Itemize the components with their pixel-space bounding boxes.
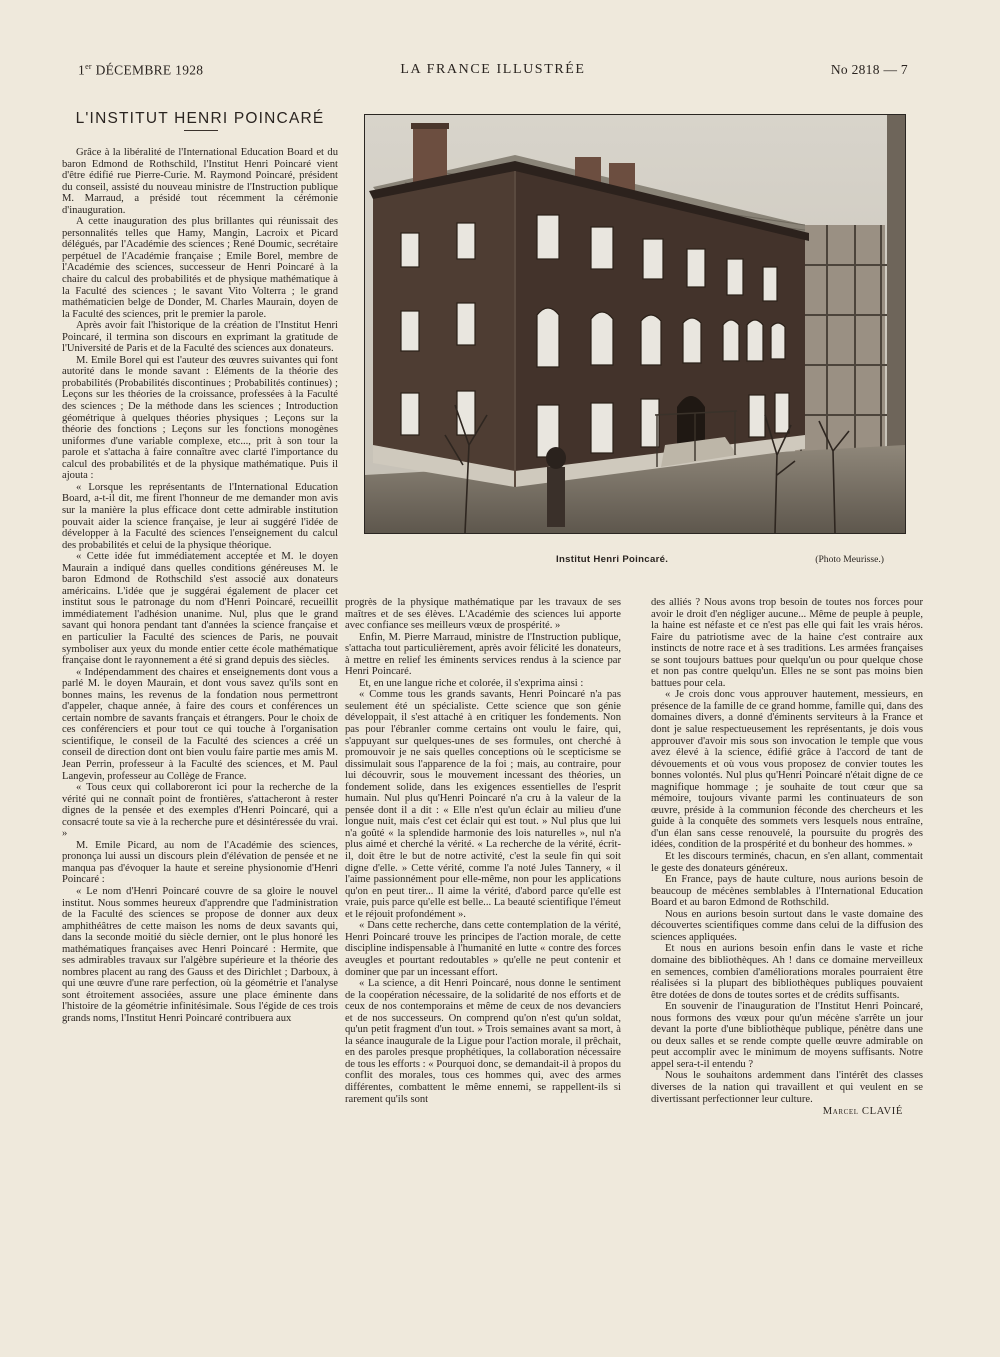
paragraph: Et les discours terminés, chacun, en s'en allant, commentait le geste des donateurs généreux. <box>651 851 923 874</box>
paragraph: Nous en aurions besoin surtout dans le vaste domaine des découvertes scientifiques comme dans celui de la diffusion des sciences appliquées. <box>651 908 923 943</box>
paragraph: « Comme tous les grands savants, Henri Poincaré n'a pas seulement été un spécialiste. Cette science que son génie développait, il s'est attaché à en critiquer les fondements. Non pas pour l'ébranler comme certains ont voulu le faire, qui, s'appuyant sur quelques-unes de ses formules, ont cherché à promouvoir je ne sais quelles conceptions où le scepticisme se dissimulait sous l'apparence de la foi ; mais, au contraire, pour lui découvrir, sous le mouvement incessant des théories, un fondement solide, dans les exigences essentielles de l'esprit humain. Nul plus qu'Henri Poincaré n'a cru à la valeur de la pensée dont il a dit : « Elle n'est qu'un éclair au milieu d'une longue nuit, mais c'est cet éclair qui est tout. » Nul plus que lui n'a goûté « la splendide harmonie des lois naturelles », nul n'a plus aimé et cherché la vérité. « La recherche de la vérité, écrit-il, doit être le but de notre activité, c'est la seule fin qui soit digne d'elle. » Cette vérité, comme l'a noté Jules Tannery, « il l'aime passionnément pour elle-même, non pour les applications qu'on en peut tirer... Il aime la vérité, d'abord parce qu'elle est vraie, puis parce qu'elle est belle... La beauté scientifique l'émeut et le réjouit profondément ». <box>345 689 621 920</box>
photo-credit: (Photo Meurisse.) <box>815 554 884 565</box>
paragraph: « La science, a dit Henri Poincaré, nous donne le sentiment de la coopération nécessaire, de la solidarité de nos efforts et de ceux de nos contemporains et même de ceux de nos devanciers et de nos successeurs. On comprend qu'on n'est qu'un soldat, qu'un petit fragment d'un tout. » Trois semaines avant sa mort, à la séance inaugurale de la Ligue pour l'action morale, il prêchait, en des paroles presque prophétiques, la collaboration nécessaire de tous les efforts : « Pourquoi donc, se demandait-il à propos du conflit des morales, tous ces hommes qui, avec des armes différentes, combattent le même ennemi, se rappellent-ils si rarement qu'ils sont <box>345 978 621 1105</box>
paragraph: Et nous en aurions besoin enfin dans le vaste et riche domaine des bibliothèques. Ah ! dans ce domaine merveilleux en semences, combien d'améliorations morales pourraient être réalisées si la plupart des bibliothèques publiques pouvaient être dotées de dons de toutes sortes et de crédits suffisants. <box>651 943 923 1001</box>
paragraph: « Indépendamment des chaires et enseignements dont vous a parlé M. le doyen Maurain, et dont vous savez qu'ils sont en bonnes mains, les revenus de la fondation nous permettront d'appeler, chaque année, à faire des cours et conférences un certain nombre de savants français et étrangers. Pour le choix de ces conférenciers et pour tout ce qui touche à l'organisation scientifique, le conseil de la Faculté des sciences a créé un conseil de direction dont ont bien voulu faire partie mes amis M. Jean Perrin, professeur à la Faculté des sciences, et M. Paul Langevin, professeur au Collège de France. <box>62 666 338 782</box>
text-column-3 <box>651 597 923 1280</box>
paragraph: Nous le souhaitons ardemment dans l'intérêt des classes diverses de la nation qui travaillent et qui veulent en se divertissant perfectionner leur culture. <box>651 1070 923 1105</box>
photo-caption-area <box>364 554 904 570</box>
institute-building-illustration <box>365 115 905 533</box>
paragraph: En France, pays de haute culture, nous aurions besoin de beaucoup de mécènes semblables à l'International Education Board et au baron Edmond de Rothschild. <box>651 874 923 909</box>
paragraph: M. Emile Picard, au nom de l'Académie des sciences, prononça lui aussi un discours plein d'élévation de pensée et ne manqua pas d'évoquer la haute et sereine physionomie d'Henri Poincaré : <box>62 839 338 886</box>
paragraph: progrès de la physique mathématique par les travaux de ses maîtres et de ses élèves. L'Académie des sciences lui apporte avec confiance ses meilleurs vœux de prospérité. » <box>345 597 621 632</box>
text-column-1 <box>62 147 338 1279</box>
building-photo <box>364 114 906 534</box>
paragraph: Grâce à la libéralité de l'International Education Board et du baron Edmond de Rothschild, l'Institut Henri Poincaré vient d'être édifié rue Pierre-Curie. M. Raymond Poincaré, président du conseil, assisté du nouveau ministre de l'Instruction publique M. Marraud, a présidé tout récemment la cérémonie d'inauguration. <box>62 147 338 216</box>
paragraph: Enfin, M. Pierre Marraud, ministre de l'Instruction publique, s'attacha tout particulièrement, après avoir félicité les donateurs, à mettre en relief les éminents services rendus à la science par Henri Poincaré. <box>345 631 621 678</box>
paragraph: « Dans cette recherche, dans cette contemplation de la vérité, Henri Poincaré trouve les principes de l'action morale, de cette discipline indispensable à l'humanité en lutte « contre des forces aveugles et pourtant redoutables » qu'elle ne peut contenir et dominer que par un incessant effort. <box>345 920 621 978</box>
paragraph: « Tous ceux qui collaboreront ici pour la recherche de la vérité qui ne connaît point de frontières, s'attacheront à rester dignes de la pensée et des exemples d'Henri Poincaré, qui a consacré toute sa vie à la recherche pure et désintéressée du vrai. » <box>62 782 338 840</box>
paragraph: Et, en une langue riche et colorée, il s'exprima ainsi : <box>359 677 584 689</box>
issue-date: 1er DÉCEMBRE 1928 <box>78 62 204 78</box>
paragraph: « Lorsque les représentants de l'International Education Board, a-t-il dit, me firent l'honneur de me demander mon avis sur la manière la plus efficace dont cette admirable institution pouvait aider la science française, je leur ai suggéré l'idée de développer à la Faculté des sciences l'enseignement du calcul des probabilités et celui de la physique théorique. <box>62 481 338 551</box>
paragraph: A cette inauguration des plus brillantes qui réunissait des personnalités telles que Hamy, Mangin, Lacroix et Picard délégués, par l'Académie des sciences ; René Doumic, secrétaire perpétuel de l'Académie française ; Emile Borel, membre de l'Académie des sciences, successeur de Henri Poincaré à la chaire du calcul des probabilités et de physique mathématique à la Faculté des sciences ; le savant Vito Volterra ; le grand mathématicien belge de Donder, M. Charles Maurain, doyen de la Faculté des sciences, prit le premier la parole. <box>62 216 338 320</box>
paragraph: « Cette idée fut immédiatement acceptée et M. le doyen Maurain a indiqué dans quelles conditions généreuses M. le baron Edmond de Rothschild s'est associé aux donateurs américains. L'idée que je suggérai également de placer cet institut sous le patronage du nom d'Henri Poincaré, recueillit immédiatement l'adhésion unanime. Nul, plus que le grand savant qui honora pendant tant d'années la science française et en particulier la Faculté des sciences de Paris, ne pouvait symboliser aux yeux du monde entier cette école mathématique française dont le rayonnement a été si grand depuis des siècles. <box>62 551 338 667</box>
paragraph: Après avoir fait l'historique de la création de l'Institut Henri Poincaré, il termina son discours en exprimant la gratitude de l'Université de Paris et de la Faculté des sciences aux donateurs. <box>62 320 338 355</box>
article-title: L'INSTITUT HENRI POINCARÉ <box>75 110 325 128</box>
title-rule <box>184 130 218 131</box>
issue-number: No 2818 — 7 <box>830 62 908 77</box>
paragraph: « Le nom d'Henri Poincaré couvre de sa gloire le nouvel institut. Nous sommes heureux d'apprendre que l'administration de la Faculté des sciences se propose de donner aux deux amphithéâtres de cette maison les noms de deux savants qui, dans la seconde moitié du siècle dernier, ont le plus honoré les mathématiques françaises avec Henri Poincaré : Hermite, que ses admirables travaux sur l'algèbre supérieure et la théorie des nombres placent au rang des Gauss et des Dirichlet ; Darboux, à qui une œuvre d'une rare perfection, où la géométrie et l'analyse sont étroitement associées, assure une place éminente dans l'histoire de la géométrie infinitésimale. Sous l'égide de ces trois grands noms, l'Institut Henri Poincaré contribuera aux <box>62 886 338 1025</box>
publication-name: LA FRANCE ILLUSTRÉE <box>400 62 586 77</box>
paragraph: « Je crois donc vous approuver hautement, messieurs, en présence de la famille de ce grand homme, famille qui, dans des domaines divers, a donné d'éminents serviteurs à la France et dont je salue respectueusement les représentants, je dois vous approuver d'avoir mis sous son invocation le temple que vous avez élevé à la science, édifié grâce à l'accord de tant de dévouements et où vous vous proposez de convier toutes les bonnes volontés. Nul plus qu'Henri Poincaré n'était digne de ce magnifique hommage ; je souhaite de tout cœur que sa mémoire, toujours vivante parmi les continuateurs de son œuvre, préside à la communion féconde des chercheurs et les guide à la conquête des sommets vers lesquels nous entraîne, d'un élan sans cesse renouvelé, la poursuite du progrès des idées, condition de la prospérité et du bonheur des hommes. » <box>651 689 923 851</box>
paragraph: En souvenir de l'inauguration de l'Institut Henri Poincaré, nous formons des vœux pour qu'un mécène s'arrête un jour devant la porte d'une bibliothèque publique, pénètre dans une ou deux salles et se rende compte quelle œuvre admirable on peut accomplir avec le minimum de moyens suffisants. Notre appel sera-t-il entendu ? <box>651 1001 923 1070</box>
paragraph: M. Emile Borel qui est l'auteur des œuvres suivantes qui font autorité dans le monde savant : Eléments de la théorie des probabilités (Probabilités discontinues ; Probabilités continues) ; Leçons sur les théories de la croissance, professées à la Faculté des sciences ; De la méthode dans les sciences ; Introduction géométrique à quelques théories physiques ; Leçons sur la théorie des fonctions ; Leçons sur les fonctions monogènes uniformes d'une variable complexe, etc..., prit à son tour la parole et s'attacha à faire connaître avec clarté l'importance du calcul des probabilités et de la physique mathématique. Puis il ajouta : <box>62 354 338 482</box>
photo-caption: Institut Henri Poincaré. <box>556 554 669 565</box>
masthead <box>78 62 908 84</box>
text-column-2 <box>345 597 621 1280</box>
author-signature: Marcel CLAVIÉ <box>822 1106 903 1118</box>
paragraph: des alliés ? Nous avons trop besoin de toutes nos forces pour avoir le droit d'en négliger aucune... Même de peuple à peuple, la haine est néfaste et ce n'est pas elle qui fait les vrais héros. Faire du patriotisme avec de la haine c'est contraire aux instincts de notre race et à ses traditions. Les armées françaises se sont toujours battues pour quelqu'un ou pour quelque chose et non pas contre quelqu'un. Elles ne se sont pas moins bien battues pour cela. <box>651 597 923 689</box>
